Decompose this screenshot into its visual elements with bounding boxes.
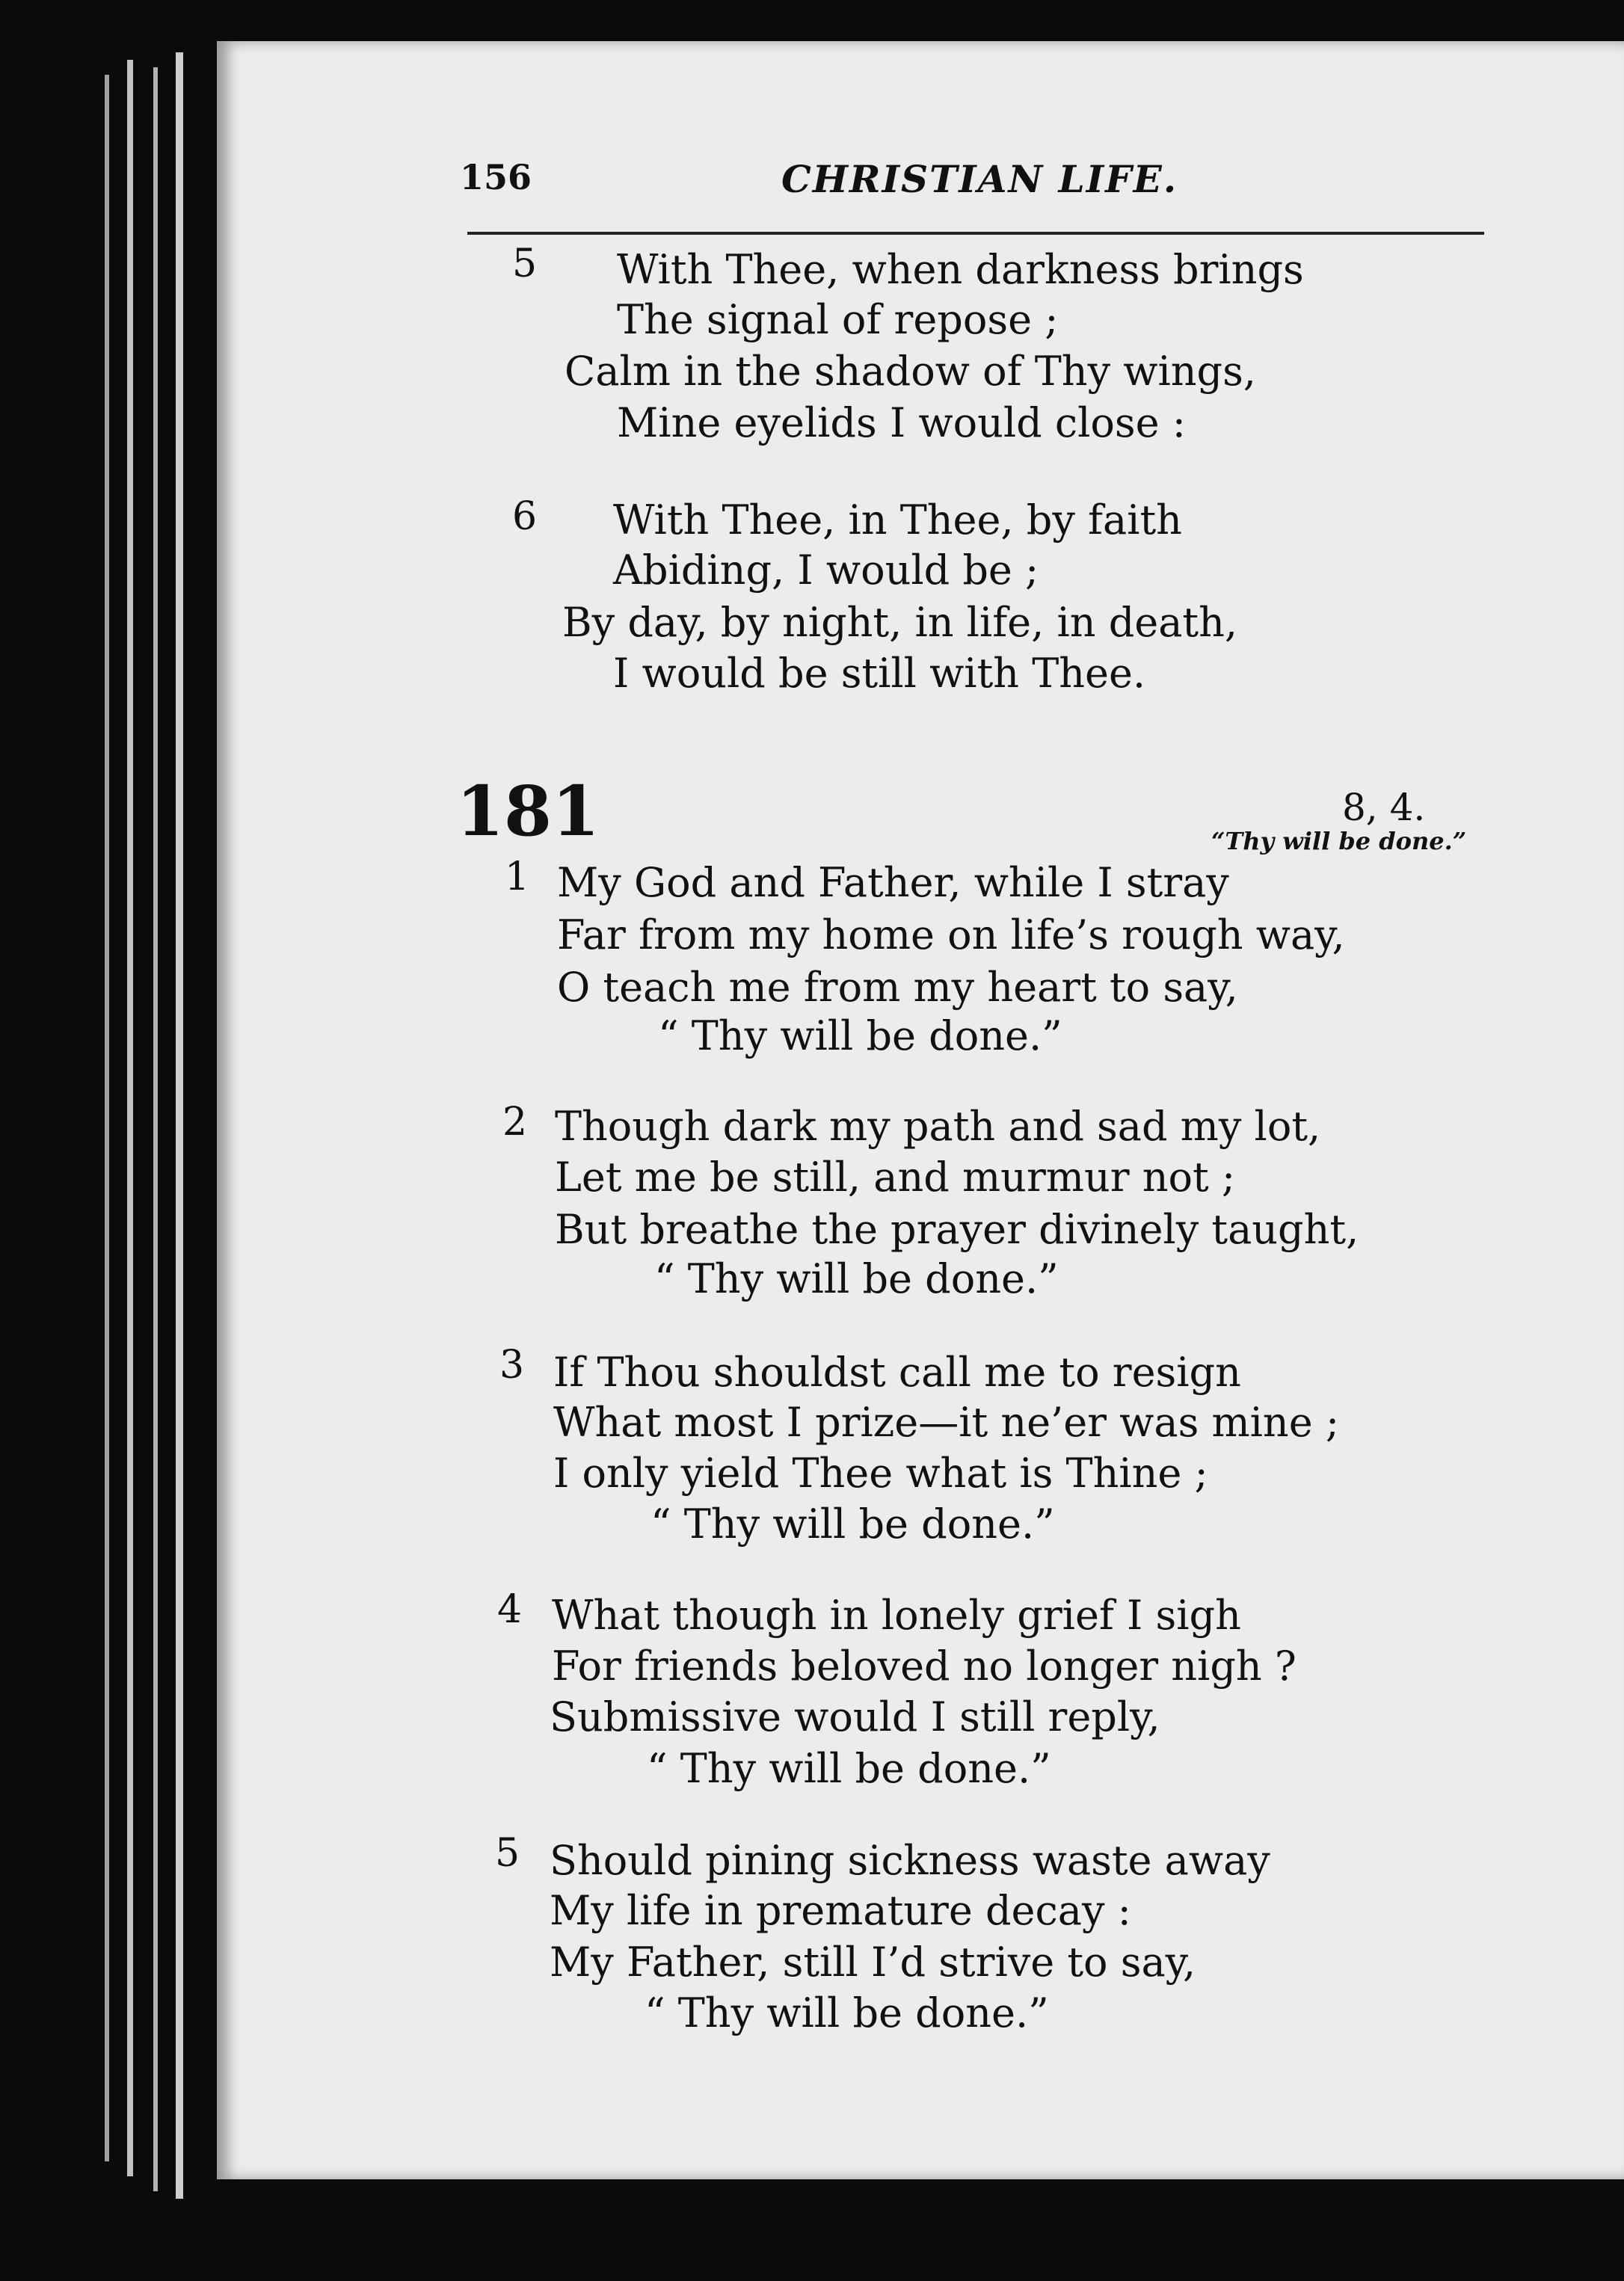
verse-line: What though in lonely grief I sigh	[552, 1592, 1241, 1639]
verse-line: Submissive would I still reply,	[550, 1693, 1160, 1740]
verse-line: “ Thy will be done.”	[658, 1012, 1062, 1059]
stanza-number: 5	[495, 1831, 520, 1876]
page-edge	[176, 52, 183, 2199]
page-edge	[127, 60, 133, 2176]
stanza-number: 5	[512, 241, 538, 286]
verse-line: I only yield Thee what is Thine ;	[553, 1450, 1208, 1497]
verse-line: Abiding, I would be ;	[613, 547, 1039, 594]
verse-line: Mine eyelids I would close :	[617, 399, 1186, 446]
verse-line: What most I prize—it ne’er was mine ;	[553, 1399, 1340, 1446]
verse-line: Far from my home on life’s rough way,	[557, 911, 1345, 958]
verse-line: Let me be still, and murmur not ;	[555, 1154, 1236, 1201]
hymn-subtitle: “Thy will be done.”	[1211, 827, 1467, 855]
verse-line: O teach me from my heart to say,	[557, 964, 1238, 1011]
page-number: 156	[460, 157, 532, 197]
stanza-number: 1	[505, 855, 530, 899]
verse-line: Should pining sickness waste away	[550, 1837, 1270, 1884]
verse-line: Calm in the shadow of Thy wings,	[565, 348, 1256, 395]
verse-line: With Thee, in Thee, by faith	[613, 496, 1182, 544]
verse-line: Though dark my path and sad my lot,	[555, 1103, 1321, 1150]
page-edge	[105, 75, 109, 2161]
hymn-meter: 8, 4.	[1342, 786, 1426, 829]
page-edge	[153, 67, 158, 2191]
verse-line: My Father, still I’d strive to say,	[550, 1939, 1196, 1986]
stanza-number: 4	[497, 1587, 523, 1632]
verse-line: “ Thy will be done.”	[647, 1745, 1051, 1792]
hymn-number: 181	[456, 771, 600, 852]
verse-line: I would be still with Thee.	[613, 650, 1146, 697]
stanza-number: 3	[499, 1343, 525, 1388]
verse-line: “ Thy will be done.”	[650, 1500, 1055, 1548]
running-title: CHRISTIAN LIFE.	[781, 157, 1178, 201]
header-rule	[467, 232, 1484, 235]
page-header	[460, 157, 1484, 217]
verse-line: If Thou shouldst call me to resign	[553, 1349, 1241, 1396]
verse-line: But breathe the prayer divinely taught,	[555, 1206, 1359, 1253]
verse-line: My life in premature decay :	[550, 1887, 1131, 1934]
verse-line: With Thee, when darkness brings	[617, 246, 1304, 293]
stanza-number: 2	[502, 1100, 528, 1145]
verse-line: My God and Father, while I stray	[557, 859, 1229, 906]
verse-line: The signal of repose ;	[617, 296, 1059, 343]
verse-line: By day, by night, in life, in death,	[562, 599, 1238, 646]
verse-line: “ Thy will be done.”	[654, 1255, 1059, 1302]
verse-line: For friends beloved no longer nigh ?	[552, 1643, 1297, 1690]
stanza-number: 6	[512, 494, 538, 539]
verse-line: “ Thy will be done.”	[645, 1989, 1049, 2037]
